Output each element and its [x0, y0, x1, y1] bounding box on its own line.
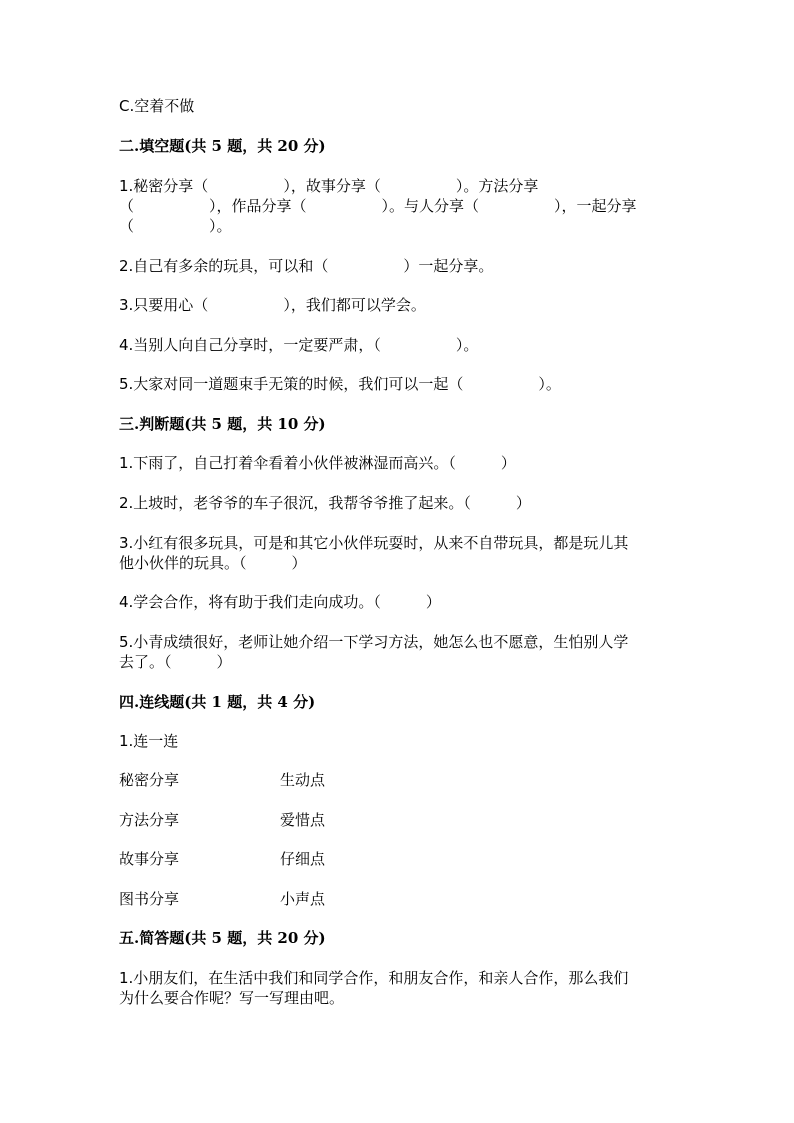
fill-q1-line3: （ ）。	[119, 217, 232, 235]
match-right-item: 仔细点	[280, 850, 326, 868]
judge-q4: 4.学会合作，将有助于我们走向成功。（ ）	[119, 593, 441, 611]
match-right-item: 生动点	[280, 771, 326, 789]
match-left-item: 秘密分享	[119, 771, 180, 789]
short-q1-line2: 为什么要合作呢？写一写理由吧。	[119, 989, 345, 1007]
option-c: C.空着不做	[119, 97, 195, 115]
match-q1: 1.连一连	[119, 732, 179, 750]
match-left-item: 故事分享	[119, 850, 180, 868]
match-right-item: 小声点	[280, 890, 326, 908]
fill-q1-line1: 1.秘密分享（ ），故事分享（ ）。方法分享	[119, 177, 539, 195]
section-2-heading: 二.填空题(共 5 题，共 20 分)	[119, 137, 326, 155]
fill-q5: 5.大家对同一道题束手无策的时候，我们可以一起（ ）。	[119, 375, 561, 393]
judge-q3-line2: 他小伙伴的玩具。（ ）	[119, 554, 307, 572]
fill-q1-line2: （ ），作品分享（ ）。与人分享（ ），一起分享	[119, 197, 637, 215]
fill-q3: 3.只要用心（ ），我们都可以学会。	[119, 296, 426, 314]
section-4-heading: 四.连线题(共 1 题，共 4 分)	[119, 693, 316, 711]
judge-q5-line1: 5.小青成绩很好，老师让她介绍一下学习方法，她怎么也不愿意，生怕别人学	[119, 633, 629, 651]
judge-q2: 2.上坡时，老爷爷的车子很沉，我帮爷爷推了起来。（ ）	[119, 494, 531, 512]
section-5-heading: 五.简答题(共 5 题，共 20 分)	[119, 929, 326, 947]
match-left-item: 图书分享	[119, 890, 180, 908]
short-q1-line1: 1.小朋友们，在生活中我们和同学合作，和朋友合作，和亲人合作，那么我们	[119, 969, 629, 987]
match-right-item: 爱惜点	[280, 811, 326, 829]
judge-q3-line1: 3.小红有很多玩具，可是和其它小伙伴玩耍时，从来不自带玩具，都是玩儿其	[119, 534, 629, 552]
section-3-heading: 三.判断题(共 5 题，共 10 分)	[119, 415, 326, 433]
match-left-item: 方法分享	[119, 811, 180, 829]
judge-q5-line2: 去了。（ ）	[119, 653, 232, 671]
fill-q4: 4.当别人向自己分享时，一定要严肃，（ ）。	[119, 336, 479, 354]
fill-q2: 2.自己有多余的玩具，可以和（ ）一起分享。	[119, 257, 494, 275]
judge-q1: 1.下雨了，自己打着伞看着小伙伴被淋湿而高兴。（ ）	[119, 454, 516, 472]
